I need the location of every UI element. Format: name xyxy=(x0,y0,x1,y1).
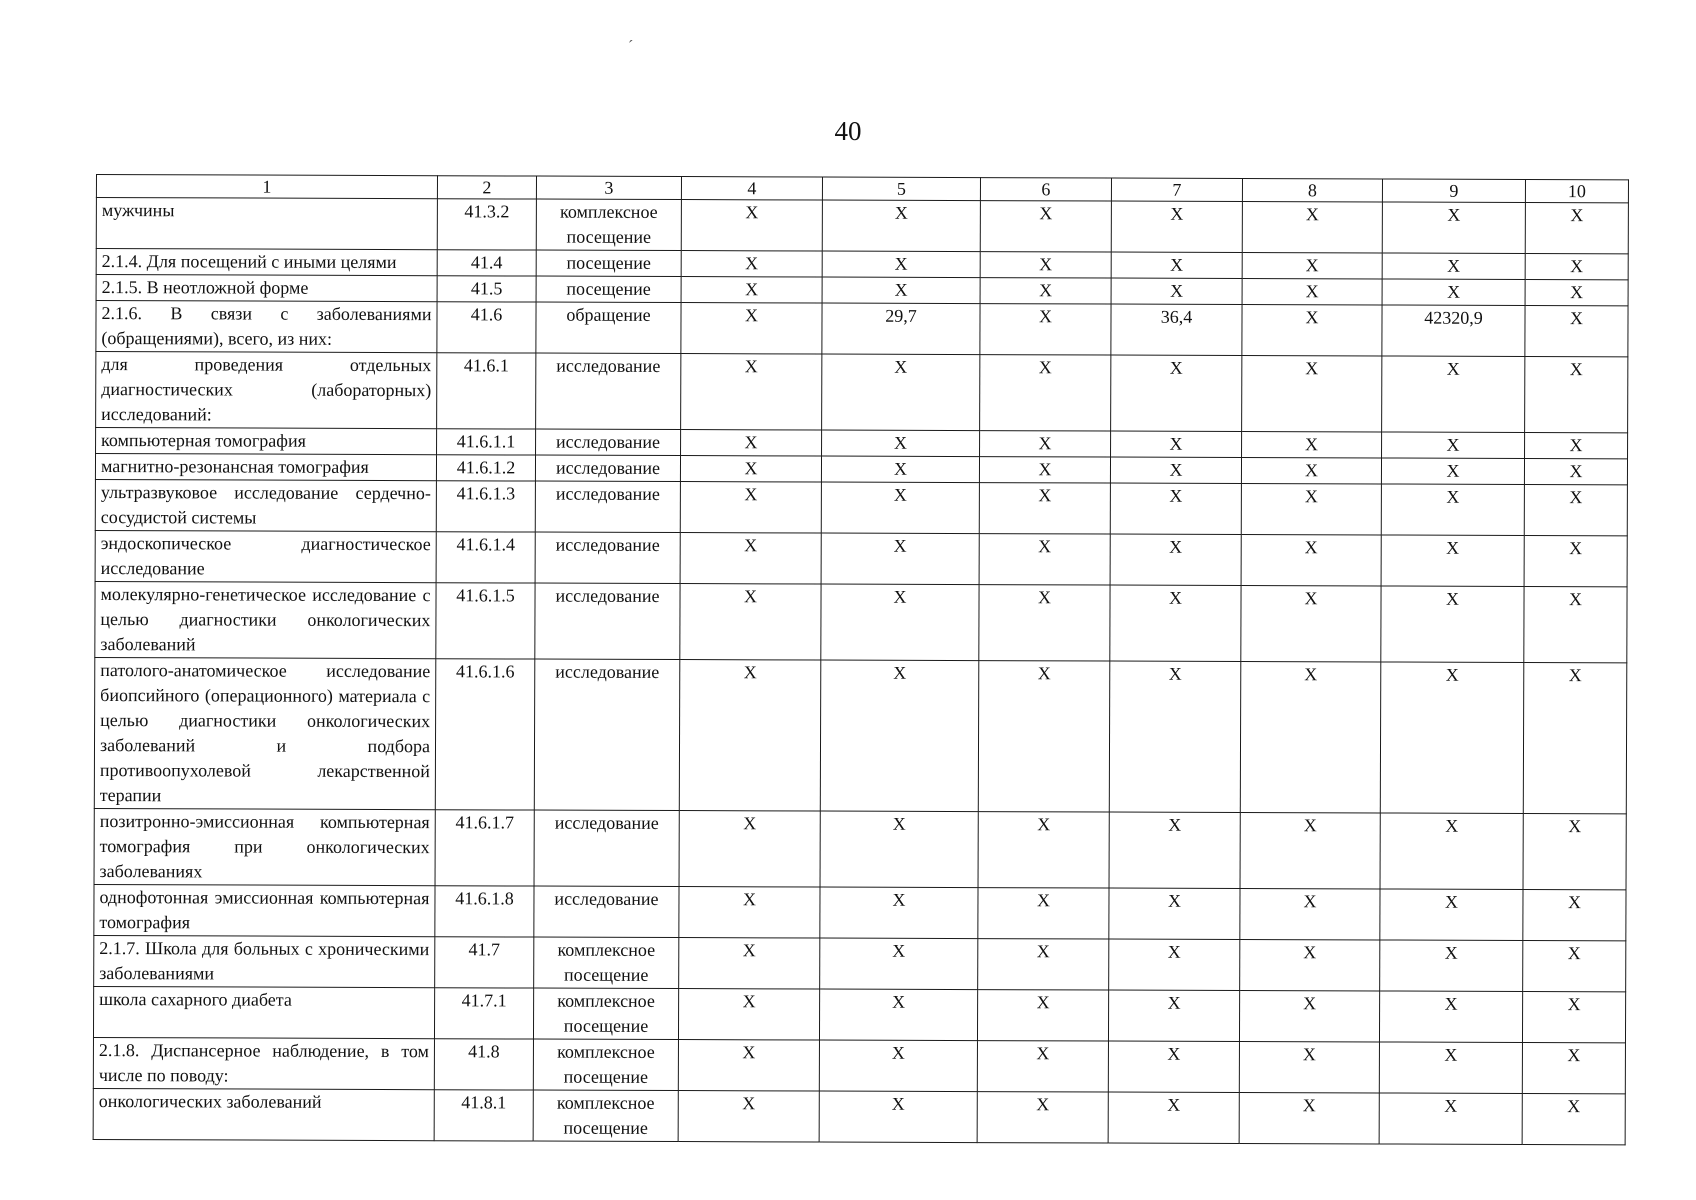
row-value-cell: X xyxy=(820,938,978,990)
row-code-cell: 41.7 xyxy=(435,937,534,988)
row-value-cell: X xyxy=(1241,484,1381,535)
row-value-cell: X xyxy=(1240,888,1380,939)
column-header: 1 xyxy=(96,175,437,199)
page-number: 40 xyxy=(834,116,862,146)
table-body xyxy=(93,198,1628,1145)
row-value-cell: X xyxy=(821,482,979,534)
row-unit-cell: исследование xyxy=(536,353,681,430)
row-value-cell: X xyxy=(821,456,979,483)
row-value-cell: X xyxy=(1382,253,1525,279)
row-value-cell: X xyxy=(1379,991,1522,1042)
row-value-cell: X xyxy=(1524,535,1627,586)
row-value-cell: X xyxy=(1525,356,1628,432)
row-value-cell: X xyxy=(1380,662,1524,813)
row-value-cell: X xyxy=(980,355,1111,431)
row-value-cell: X xyxy=(978,661,1110,812)
row-value-cell: X xyxy=(979,457,1110,483)
table-row xyxy=(93,1037,1625,1093)
row-value-cell: X xyxy=(1525,305,1628,356)
row-value-cell: X xyxy=(977,1092,1108,1143)
row-value-cell: X xyxy=(1382,356,1525,432)
row-value-cell: X xyxy=(1381,458,1524,484)
row-code-cell: 41.6.1.3 xyxy=(436,481,535,532)
row-value-cell: X xyxy=(822,430,980,457)
row-value-cell: X xyxy=(977,1041,1108,1092)
row-unit-cell: исследование xyxy=(534,659,680,811)
row-name-cell: магнитно-резонансная томография xyxy=(95,454,436,481)
row-code-cell: 41.6 xyxy=(437,302,536,353)
stray-mark: ˊ xyxy=(628,38,634,55)
table-row xyxy=(96,198,1628,254)
table-row xyxy=(95,479,1627,535)
row-value-cell: X xyxy=(1242,253,1382,279)
row-code-cell: 41.8.1 xyxy=(434,1090,533,1141)
table-row xyxy=(93,1088,1625,1144)
row-name-cell: позитронно-эмиссионная компьютерная томография при онкологических заболеваниях xyxy=(94,808,435,885)
row-value-cell: X xyxy=(681,251,822,277)
row-value-cell: X xyxy=(1109,888,1240,939)
row-unit-cell: посещение xyxy=(536,250,681,277)
row-value-cell: X xyxy=(822,277,980,304)
row-value-cell: X xyxy=(1110,585,1241,661)
row-unit-cell: комплексное посещение xyxy=(534,937,679,989)
table-row xyxy=(96,352,1628,433)
row-value-cell: X xyxy=(1522,1093,1625,1144)
row-value-cell: X xyxy=(1524,458,1627,484)
row-value-cell: X xyxy=(1241,458,1381,484)
column-header: 7 xyxy=(1111,178,1242,201)
row-unit-cell: исследование xyxy=(534,810,679,887)
row-value-cell: X xyxy=(1240,939,1380,990)
row-value-cell: X xyxy=(820,660,979,812)
row-value-cell: X xyxy=(980,431,1111,457)
row-name-cell: эндоскопическое диагностическое исследование xyxy=(95,530,436,582)
row-value-cell: X xyxy=(1523,889,1626,940)
row-unit-cell: исследование xyxy=(534,886,679,938)
table-row xyxy=(95,581,1627,662)
row-value-cell: X xyxy=(1523,662,1627,813)
row-name-cell: компьютерная томография xyxy=(96,428,437,455)
row-unit-cell: комплексное посещение xyxy=(533,988,678,1040)
row-unit-cell: исследование xyxy=(535,583,680,660)
row-value-cell: X xyxy=(1239,1092,1379,1143)
row-value-cell: X xyxy=(1111,278,1242,304)
row-value-cell: X xyxy=(978,888,1109,939)
row-value-cell: X xyxy=(1109,939,1240,990)
table-row xyxy=(94,884,1626,940)
row-value-cell: X xyxy=(1239,1041,1379,1092)
row-code-cell: 41.6.1.6 xyxy=(435,659,535,810)
table-row xyxy=(95,530,1627,586)
row-value-cell: 42320,9 xyxy=(1382,305,1525,356)
row-code-cell: 41.6.1.1 xyxy=(437,429,536,455)
row-value-cell: X xyxy=(980,201,1111,252)
row-value-cell: X xyxy=(821,584,979,661)
row-value-cell: X xyxy=(1522,1042,1625,1093)
row-value-cell: X xyxy=(1240,812,1380,888)
row-value-cell: X xyxy=(821,533,979,585)
row-value-cell: X xyxy=(1109,812,1240,888)
row-name-cell: 2.1.6. В связи с заболеваниями (обращениями), всего, из них: xyxy=(96,301,437,353)
row-value-cell: X xyxy=(1382,432,1525,458)
table-row xyxy=(94,657,1627,813)
row-value-cell: X xyxy=(1110,457,1241,483)
row-name-cell: 2.1.8. Диспансерное наблюдение, в том числе по поводу: xyxy=(93,1037,434,1089)
row-value-cell: X xyxy=(1522,991,1625,1042)
row-value-cell: X xyxy=(1380,813,1523,889)
row-value-cell: X xyxy=(1525,279,1628,305)
row-unit-cell: исследование xyxy=(536,429,681,456)
column-header: 10 xyxy=(1525,179,1628,202)
row-name-cell: 2.1.7. Школа для больных с хроническими заболеваниями xyxy=(94,935,435,987)
row-value-cell: X xyxy=(1241,534,1381,585)
row-value-cell: X xyxy=(681,200,822,251)
row-value-cell: X xyxy=(1242,356,1382,432)
row-value-cell: X xyxy=(1242,202,1382,253)
row-code-cell: 41.6.1.7 xyxy=(435,810,534,886)
table-row xyxy=(93,986,1625,1042)
row-code-cell: 41.6.1.2 xyxy=(436,455,535,481)
row-code-cell: 41.7.1 xyxy=(434,988,533,1039)
row-code-cell: 41.6.1.4 xyxy=(436,532,535,583)
row-value-cell: 36,4 xyxy=(1111,304,1242,355)
row-name-cell: онкологических заболеваний xyxy=(93,1088,434,1140)
row-unit-cell: посещение xyxy=(536,276,681,303)
row-code-cell: 41.6.1.8 xyxy=(435,886,534,937)
row-unit-cell: комплексное посещение xyxy=(536,199,681,251)
row-value-cell: X xyxy=(678,1091,819,1142)
row-value-cell: X xyxy=(681,354,822,430)
row-value-cell: X xyxy=(680,482,821,533)
row-value-cell: X xyxy=(1525,253,1628,279)
row-code-cell: 41.4 xyxy=(437,250,536,276)
column-header: 3 xyxy=(536,176,681,200)
row-value-cell: X xyxy=(1108,1041,1239,1092)
row-value-cell: X xyxy=(979,585,1110,661)
row-code-cell: 41.3.2 xyxy=(437,199,536,250)
row-value-cell: X xyxy=(680,456,821,482)
row-name-cell: для проведения отдельных диагностических (лабораторных) исследований: xyxy=(96,352,437,429)
row-value-cell: X xyxy=(1381,535,1524,586)
row-value-cell: X xyxy=(1110,534,1241,585)
row-value-cell: X xyxy=(1379,1093,1522,1144)
row-value-cell: X xyxy=(1240,661,1381,812)
row-value-cell: X xyxy=(679,660,821,811)
row-name-cell: однофотонная эмиссионная компьютерная томография xyxy=(94,884,435,936)
row-value-cell: X xyxy=(1382,279,1525,305)
row-value-cell: X xyxy=(820,811,978,888)
row-value-cell: X xyxy=(678,1040,819,1091)
row-value-cell: X xyxy=(1111,431,1242,457)
row-unit-cell: комплексное посещение xyxy=(533,1039,678,1091)
row-value-cell: X xyxy=(1381,484,1524,535)
column-header: 8 xyxy=(1242,179,1382,202)
row-value-cell: X xyxy=(822,251,980,278)
row-value-cell: X xyxy=(1380,889,1523,940)
row-value-cell: X xyxy=(979,483,1110,534)
row-unit-cell: исследование xyxy=(535,481,680,533)
row-value-cell: X xyxy=(1241,585,1381,661)
row-value-cell: X xyxy=(680,584,821,660)
row-value-cell: X xyxy=(1111,355,1242,431)
row-name-cell: 2.1.4. Для посещений с иными целями xyxy=(96,249,437,276)
row-value-cell: X xyxy=(819,1040,977,1092)
row-value-cell: X xyxy=(1381,586,1524,662)
row-name-cell: молекулярно-генетическое исследование с целью диагностики онкологических заболеваний xyxy=(95,581,436,658)
row-value-cell: X xyxy=(1111,201,1242,252)
row-value-cell: X xyxy=(822,354,980,431)
row-value-cell: X xyxy=(1108,1092,1239,1143)
row-value-cell: X xyxy=(680,533,821,584)
column-header: 9 xyxy=(1382,179,1525,202)
row-name-cell: мужчины xyxy=(96,198,437,250)
row-value-cell: X xyxy=(1524,484,1627,535)
row-unit-cell: исследование xyxy=(535,455,680,482)
row-value-cell: X xyxy=(980,278,1111,304)
row-value-cell: X xyxy=(977,990,1108,1041)
column-header: 4 xyxy=(681,177,822,200)
column-header: 6 xyxy=(980,178,1111,201)
row-code-cell: 41.6.1.5 xyxy=(436,583,535,659)
row-unit-cell: обращение xyxy=(536,302,681,354)
row-value-cell: X xyxy=(1242,279,1382,305)
row-value-cell: X xyxy=(679,887,820,938)
row-unit-cell: комплексное посещение xyxy=(533,1090,678,1142)
row-value-cell: X xyxy=(679,938,820,989)
row-value-cell: X xyxy=(1525,202,1628,253)
row-value-cell: X xyxy=(679,811,820,887)
row-value-cell: X xyxy=(1525,432,1628,458)
row-unit-cell: исследование xyxy=(535,532,680,584)
row-value-cell: X xyxy=(820,887,978,939)
table-row xyxy=(96,301,1628,357)
row-value-cell: X xyxy=(1523,813,1626,889)
row-value-cell: X xyxy=(681,430,822,456)
row-value-cell: X xyxy=(1379,1042,1522,1093)
row-name-cell: ультразвуковое исследование сердечно-сосудистой системы xyxy=(95,479,436,531)
row-value-cell: X xyxy=(678,989,819,1040)
row-value-cell: X xyxy=(681,303,822,354)
column-header: 5 xyxy=(822,177,980,201)
row-code-cell: 41.5 xyxy=(437,276,536,302)
row-value-cell: X xyxy=(681,277,822,303)
row-value-cell: X xyxy=(1108,990,1239,1041)
table-row xyxy=(94,808,1626,889)
row-value-cell: X xyxy=(1523,940,1626,991)
row-value-cell: X xyxy=(822,200,980,252)
row-value-cell: X xyxy=(1242,432,1382,458)
row-name-cell: школа сахарного диабета xyxy=(93,986,434,1038)
row-code-cell: 41.6.1 xyxy=(437,353,536,429)
row-value-cell: X xyxy=(1110,483,1241,534)
indicators-table xyxy=(93,174,1629,1145)
row-value-cell: X xyxy=(1242,305,1382,356)
row-name-cell: патолого-анатомическое исследование биопсийного (операционного) материала с целью диагностики онкологических заболеваний и подбора противоопухолевой лекарственной терапии xyxy=(94,657,436,809)
row-name-cell: 2.1.5. В неотложной форме xyxy=(96,275,437,302)
row-value-cell: X xyxy=(819,1091,977,1143)
column-header: 2 xyxy=(437,176,536,199)
row-value-cell: 29,7 xyxy=(822,303,980,355)
row-value-cell: X xyxy=(1524,586,1627,662)
row-value-cell: X xyxy=(979,534,1110,585)
row-value-cell: X xyxy=(978,812,1109,888)
row-code-cell: 41.8 xyxy=(434,1039,533,1090)
row-value-cell: X xyxy=(1382,202,1525,253)
row-value-cell: X xyxy=(980,304,1111,355)
row-value-cell: X xyxy=(1380,940,1523,991)
row-value-cell: X xyxy=(1111,252,1242,278)
row-value-cell: X xyxy=(980,252,1111,278)
row-value-cell: X xyxy=(1239,990,1379,1041)
row-value-cell: X xyxy=(819,989,977,1041)
row-value-cell: X xyxy=(1109,661,1241,812)
row-value-cell: X xyxy=(978,939,1109,990)
table-row xyxy=(94,935,1626,991)
